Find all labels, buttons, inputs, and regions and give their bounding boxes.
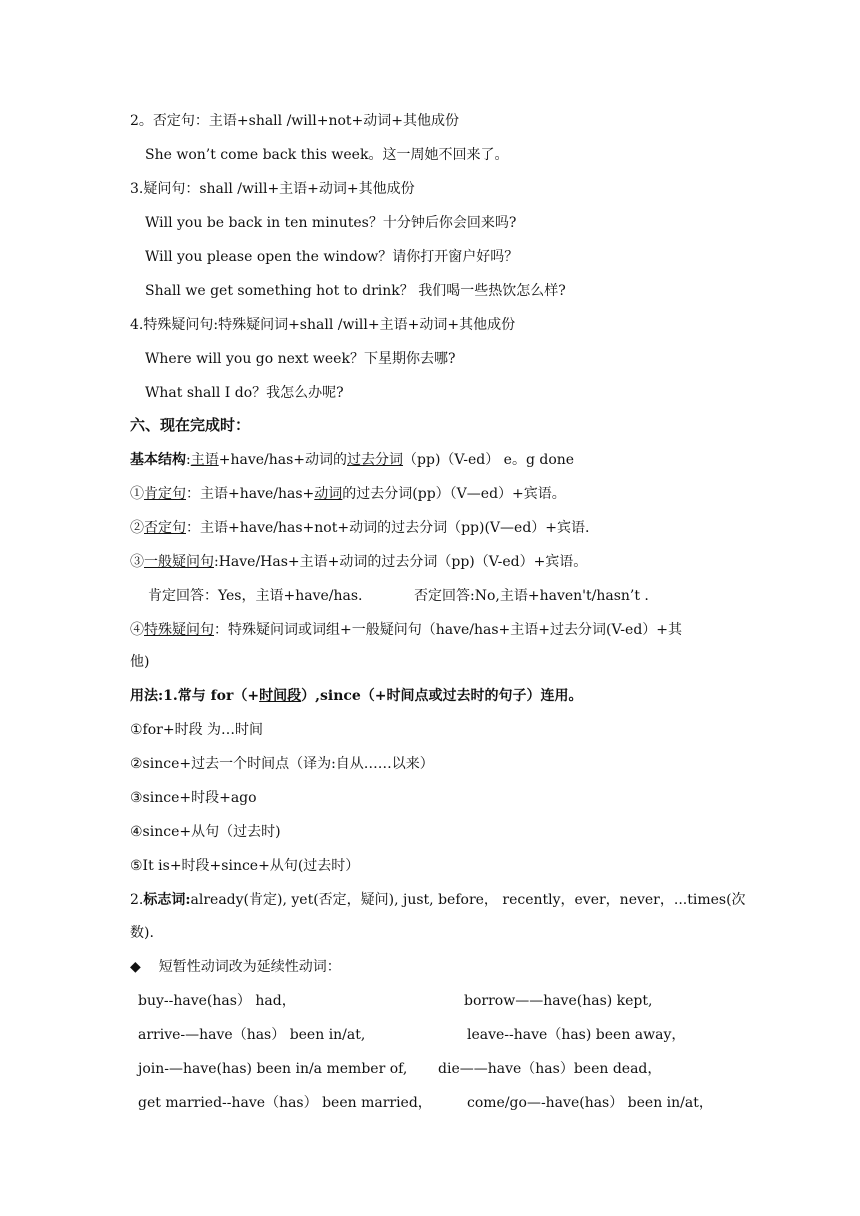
- rule-verb: 动词: [314, 486, 343, 502]
- negative-rule: [130, 518, 589, 538]
- conversion-right-3: die——have（has）been dead，: [438, 1061, 662, 1077]
- rule-number: ③: [130, 554, 144, 570]
- rule-text: ：主语+have/has+: [186, 486, 315, 502]
- rule-label: 一般疑问句: [144, 554, 214, 570]
- structure-subject: 主语: [190, 452, 219, 468]
- structure-pp: 过去分词: [347, 452, 404, 468]
- usage-item-1: ①for+时段 为…时间: [130, 722, 264, 738]
- future-special-example-1: Where will you go next week？下星期你去哪?: [145, 351, 456, 367]
- section-heading: 六、现在完成时：: [130, 416, 251, 434]
- conversion-title: 短暂性动词改为延续性动词：: [158, 959, 341, 975]
- future-negative-rule: 2。否定句：主语+shall /will+not+动词+其他成份: [130, 113, 459, 129]
- usage-item-5: ⑤It is+时段+since+从句(过去时）: [130, 858, 360, 874]
- marker-words: [130, 890, 746, 910]
- rule-label: 特殊疑问句: [144, 622, 214, 638]
- marker-words-cont: 数).: [130, 925, 154, 941]
- rule-text: ：特殊疑问词或词组+一般疑问句（have/has+主语+过去分词(V-ed）+其: [214, 622, 683, 638]
- conversion-left-1: buy--have(has） had，: [138, 993, 296, 1009]
- rule-label: 否定句: [144, 520, 186, 536]
- usage-heading: [130, 686, 583, 706]
- usage-time-period: 时间段: [259, 688, 302, 704]
- affirmative-rule: [130, 484, 566, 504]
- rule-number: ④: [130, 622, 144, 638]
- usage-item-2: ②since+过去一个时间点（译为:自从……以来）: [130, 756, 434, 772]
- rule-text: :Have/Has+主语+动词的过去分词（pp)（V-ed）+宾语。: [214, 554, 588, 570]
- marker-number: 2.: [130, 892, 144, 908]
- rule-text: ：主语+have/has+not+动词的过去分词（pp)(V—ed）+宾语.: [186, 520, 590, 536]
- structure-end: （pp)（V-ed） e。g done: [403, 452, 575, 468]
- diamond-bullet-icon: ◆: [130, 959, 141, 975]
- conversion-left-2: arrive-—have（has） been in/at,: [138, 1027, 366, 1043]
- conversion-right-1: borrow——have(has) kept,: [464, 993, 653, 1009]
- rule-label: 肯定句: [144, 486, 186, 502]
- rule-number: ①: [130, 486, 144, 502]
- future-question-example-3: Shall we get something hot to drink？ 我们喝一些热饮怎么样?: [145, 283, 566, 299]
- usage-item-3: ③since+时段+ago: [130, 790, 257, 806]
- marker-label: 标志词:: [143, 892, 191, 908]
- rule-number: ②: [130, 520, 144, 536]
- rule-text-end: 的过去分词(pp）（V—ed）+宾语。: [342, 486, 566, 502]
- answer-negative: 否定回答:No,主语+haven't/hasn’t .: [414, 588, 649, 604]
- marker-text: already(肯定), yet(否定，疑问), just, before， recently，ever，never，...times(次: [190, 892, 746, 908]
- future-question-example-2: Will you please open the window？请你打开窗户好吗？: [145, 249, 519, 265]
- answer-positive: 肯定回答：Yes，主语+have/has.: [148, 588, 363, 604]
- conversion-title-row: [130, 957, 341, 977]
- structure-label: 基本结构: [130, 452, 186, 468]
- future-negative-example: She won’t come back this week。这一周她不回来了。: [145, 147, 509, 163]
- usage-text-a: 用法:1.常与 for（+: [130, 688, 260, 704]
- usage-text-c: ）,since（+时间点或过去时的句子）连用。: [301, 688, 583, 704]
- general-question-rule: [130, 552, 587, 572]
- structure-sep: :: [186, 452, 191, 468]
- conversion-left-3: join-—have(has) been in/a member of,: [138, 1061, 408, 1077]
- basic-structure: [130, 450, 574, 470]
- future-special-question-rule: 4.特殊疑问句:特殊疑问词+shall /will+主语+动词+其他成份: [130, 317, 516, 333]
- conversion-left-4: get married--have（has） been married，: [138, 1095, 432, 1111]
- special-question-rule-cont: 他): [130, 654, 150, 670]
- future-question-rule: 3.疑问句：shall /will+主语+动词+其他成份: [130, 181, 415, 197]
- special-question-rule: [130, 620, 682, 640]
- future-question-example-1: Will you be back in ten minutes？十分钟后你会回来吗?: [145, 215, 517, 231]
- future-special-example-2: What shall I do？我怎么办呢?: [145, 385, 344, 401]
- conversion-right-4: come/go—-have(has） been in/at，: [467, 1095, 713, 1111]
- usage-item-4: ④since+从句（过去时): [130, 824, 281, 840]
- structure-mid: +have/has+动词的: [218, 452, 348, 468]
- conversion-right-2: leave--have（has) been away，: [467, 1027, 686, 1043]
